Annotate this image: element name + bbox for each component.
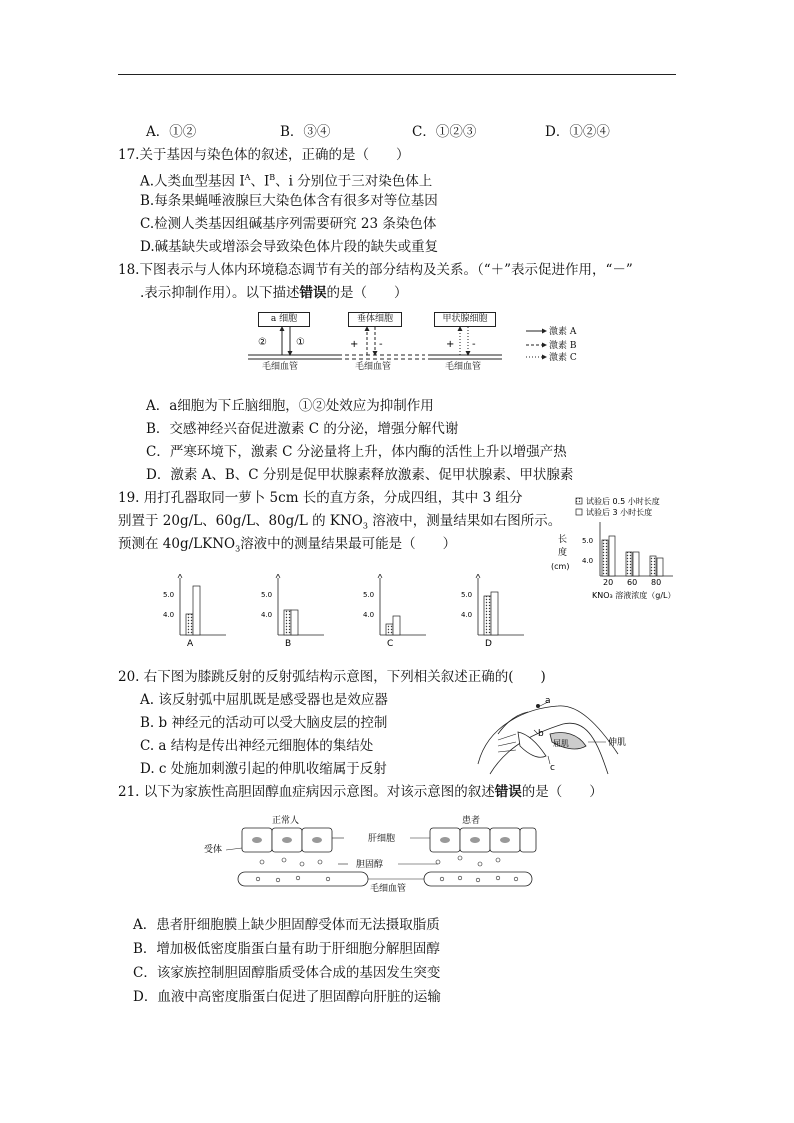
q19-stem-line1: 19. 用打孔器取同一萝卜 5cm 长的直方条，分成四组，其中 3 组分 <box>118 490 523 506</box>
q20-option-d[interactable]: D. c 处施加刺激引起的伸肌收缩属于反射 <box>140 761 387 777</box>
q19-l3c: 溶液中的测量结果最可能是（ ） <box>240 536 457 552</box>
q20-option-c[interactable]: C. a 结构是传出神经元细胞体的集结处 <box>140 738 374 754</box>
label-receptor: 受体 <box>204 845 223 855</box>
ref-ytick-4: 4.0 <box>582 557 594 565</box>
ref-bar-80-s1 <box>657 558 663 576</box>
q19-l2-sub: 3 <box>362 521 368 531</box>
opt-ytick-5: 5.0 <box>163 591 175 599</box>
opt-bar-D-0 <box>484 596 491 635</box>
q20-stem: 20. 右下图为膝跳反射的反射弧结构示意图，下列相关叙述正确的( ) <box>118 669 546 685</box>
opt-y-arrow-r <box>380 574 382 578</box>
opt-ytick-4: 4.0 <box>461 611 473 619</box>
opt-bar-A-1 <box>193 586 200 635</box>
q18-stem2a: .表示抑制作用）。以下描述 <box>140 285 300 301</box>
q21-diagram <box>198 812 538 894</box>
opt-bar-A-0 <box>186 614 193 635</box>
q18-stem-line2 <box>140 285 408 301</box>
opt-bar-C-0 <box>386 624 393 635</box>
q19-option-chart-a[interactable] <box>160 574 230 650</box>
q21-option-b[interactable]: B．增加极低密度脂蛋白量有助于肝细胞分解胆固醇 <box>133 941 440 957</box>
q17-option-c[interactable]: C.检测人类基因组碱基序列需要研究 23 条染色体 <box>140 216 437 232</box>
q20-option-b[interactable]: B. b 神经元的活动可以受大脑皮层的控制 <box>140 715 388 731</box>
legend-hormone-c: 激素 C <box>549 353 577 363</box>
q17-option-a[interactable] <box>140 170 432 190</box>
legend-3h: 试验后 3 小时长度 <box>586 508 653 517</box>
q18-option-c[interactable]: C．严寒环境下，激素 C 分泌量将上升，体内酶的活性上升以增强产热 <box>146 444 567 460</box>
opt-bar-B-1 <box>291 610 298 635</box>
q17-a-text: A.人类血型基因 I <box>140 173 245 190</box>
q18-stem-line1: 18.下图表示与人体内环境稳态调节有关的部分结构及关系。（“＋”表示促进作用，“－” <box>118 262 633 278</box>
legend-0.5h: 试验后 0.5 小时长度 <box>586 497 660 506</box>
opt-y-arrow-l <box>276 574 278 578</box>
ref-xtick-60: 60 <box>627 578 638 587</box>
q19-stem-line3 <box>118 536 456 558</box>
ref-bar-20-s0 <box>602 540 608 576</box>
label-a: a <box>545 696 551 706</box>
box-pituitary: 垂体细胞 <box>348 312 402 327</box>
opt-y-arrow-r <box>180 574 182 578</box>
q21-stem-emphasis: 错误 <box>494 784 522 800</box>
q19-option-chart-c[interactable] <box>360 574 430 650</box>
q18-option-d[interactable]: D．激素 A、B、C 分别是促甲状腺素释放激素、促甲状腺素、甲状腺素 <box>146 467 574 483</box>
opt-y-arrow-r <box>478 574 480 578</box>
label-cholesterol: 胆固醇 <box>356 860 384 870</box>
vessel-label-3: 毛细血管 <box>445 362 482 372</box>
opt-ytick-4: 4.0 <box>163 611 175 619</box>
q18-option-b[interactable]: B．交感神经兴奋促进激素 C 的分泌，增强分解代谢 <box>146 421 459 437</box>
box-thyroid: 甲状腺细胞 <box>434 312 496 327</box>
label-extensor: 伸肌 <box>608 738 627 748</box>
opt-ytick-5: 5.0 <box>261 591 273 599</box>
header-rule <box>118 74 676 75</box>
svg-text:②: ② <box>258 337 267 348</box>
q17-a-mid: 、I <box>250 173 270 190</box>
q19-l3-sub: 3 <box>235 544 241 554</box>
opt-ytick-4: 4.0 <box>261 611 273 619</box>
label-patient: 患者 <box>462 816 481 826</box>
svg-text:-: - <box>472 339 476 350</box>
q18-option-a[interactable]: A．a细胞为下丘脑细胞，①②处效应为抑制作用 <box>146 398 434 414</box>
q18-stem2c: 的是（ ） <box>326 285 408 301</box>
q21-stem-c: 的是（ ） <box>521 784 603 800</box>
q19-option-chart-b[interactable] <box>258 574 328 650</box>
q19-option-chart-d[interactable] <box>458 574 528 650</box>
opt-label-A: A <box>187 639 194 649</box>
legend-hormone-b: 激素 B <box>549 341 577 351</box>
opt-ytick-4: 4.0 <box>363 611 375 619</box>
q16-option-a[interactable]: A．①② <box>146 124 197 140</box>
ref-xtick-20: 20 <box>603 578 614 587</box>
opt-ytick-5: 5.0 <box>461 591 473 599</box>
opt-y-arrow-l <box>178 574 180 578</box>
q16-option-b[interactable]: B．③④ <box>280 124 331 140</box>
q19-l2c: 溶液中，测量结果如右图所示。 <box>367 513 562 529</box>
opt-y-arrow-l <box>476 574 478 578</box>
q17-a-sup1: A <box>244 173 251 182</box>
legend-hormone-a: 激素 A <box>549 327 577 337</box>
label-b: b <box>538 729 544 739</box>
opt-bar-C-1 <box>393 616 400 635</box>
q17-option-d[interactable]: D.碱基缺失或增添会导致染色体片段的缺失或重复 <box>140 239 439 255</box>
ref-bar-60-s0 <box>626 552 632 576</box>
box-a-cell: a 细胞 <box>258 312 310 327</box>
ylabel-3: (cm) <box>551 562 570 571</box>
q19-l2: 别置于 20g/L、60g/L、80g/L 的 KNO <box>118 513 363 529</box>
opt-label-B: B <box>285 639 292 649</box>
q21-option-a[interactable]: A．患者肝细胞膜上缺少胆固醇受体而无法摄取脂质 <box>133 917 440 933</box>
ref-bar-60-s1 <box>633 552 639 576</box>
opt-bar-D-1 <box>491 592 498 635</box>
ref-bar-80-s0 <box>650 556 656 576</box>
svg-text:+: + <box>350 339 359 350</box>
q19-l3: 预测在 40g/LKNO <box>118 536 236 552</box>
q21-option-d[interactable]: D．血液中高密度脂蛋白促进了胆固醇向肝脏的运输 <box>133 989 441 1005</box>
opt-bar-B-0 <box>284 610 291 635</box>
vessel-label-1: 毛细血管 <box>262 362 299 372</box>
q17-a-tail: 、i 分别位于三对染色体上 <box>275 173 433 190</box>
ref-ytick-5: 5.0 <box>582 537 594 545</box>
label-capillary: 毛细血管 <box>370 884 407 894</box>
q19-reference-chart <box>548 494 698 604</box>
opt-label-D: D <box>485 639 492 649</box>
q18-stem-emphasis: 错误 <box>299 285 327 301</box>
label-flexor: 屈肌 <box>553 739 569 748</box>
xlabel: KNO₃ 溶液浓度（g/L） <box>592 591 676 600</box>
opt-label-C: C <box>387 639 394 649</box>
q21-stem-a: 21. 以下为家族性高胆固醇血症病因示意图。对该示意图的叙述 <box>118 784 495 800</box>
q17-stem: 17.关于基因与染色体的叙述，正确的是（ ） <box>118 147 410 163</box>
svg-text:-: - <box>379 339 383 350</box>
q17-option-b[interactable]: B.每条果蝇唾液腺巨大染色体含有很多对等位基因 <box>140 193 438 209</box>
opt-ytick-5: 5.0 <box>363 591 375 599</box>
label-c: c <box>550 763 555 773</box>
ylabel-1: 长 <box>558 535 568 545</box>
legend-swatch-dotted <box>576 498 582 504</box>
q17-a-sup2: B <box>269 173 276 182</box>
ylabel-2: 度 <box>558 548 568 558</box>
opt-y-arrow-r <box>278 574 280 578</box>
vessel-label-2: 毛细血管 <box>355 362 392 372</box>
svg-text:+: + <box>446 339 455 350</box>
q21-option-c[interactable]: C．该家族控制胆固醇脂质受体合成的基因发生突变 <box>133 965 441 981</box>
q16-option-d[interactable]: D．①②④ <box>545 124 610 140</box>
ref-bar-20-s1 <box>609 536 615 576</box>
label-liver-cell: 肝细胞 <box>368 834 396 844</box>
svg-text:①: ① <box>296 337 305 348</box>
q20-option-a[interactable]: A. 该反射弧中屈肌既是感受器也是效应器 <box>140 692 388 708</box>
q20-reflex-arc-diagram <box>468 694 638 786</box>
opt-y-arrow-l <box>378 574 380 578</box>
label-normal: 正常人 <box>272 816 300 826</box>
legend-swatch-white <box>576 509 582 515</box>
q16-option-c[interactable]: C．①②③ <box>412 124 477 140</box>
q19-stem-line2 <box>118 513 561 535</box>
q21-stem <box>118 784 603 800</box>
ref-xtick-80: 80 <box>651 578 662 587</box>
